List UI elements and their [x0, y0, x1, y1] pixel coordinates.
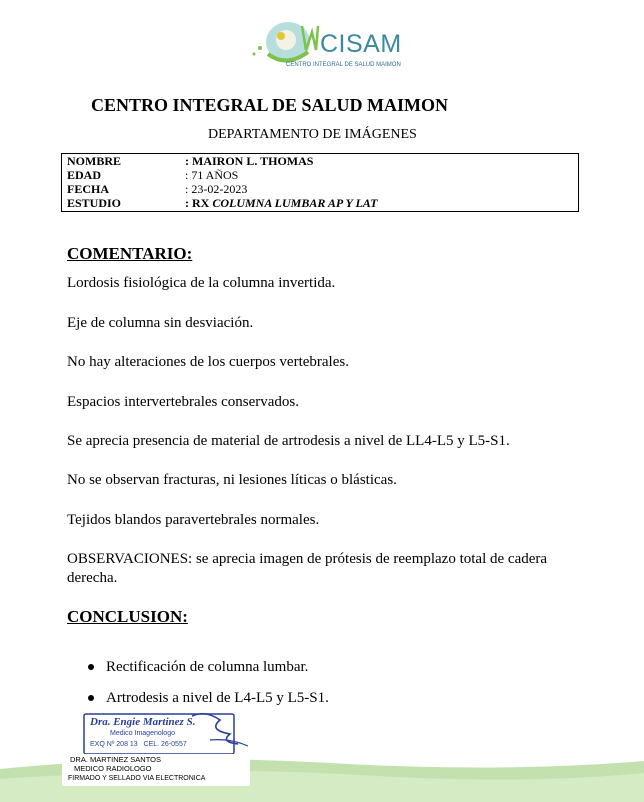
- logo-subtitle: CENTRO INTEGRAL DE SALUD MAIMON: [286, 62, 401, 68]
- comment-paragraph: No hay alteraciones de los cuerpos vertebrales.: [67, 354, 349, 370]
- study-name: COLUMNA LUMBAR AP Y LAT: [212, 196, 378, 210]
- comment-paragraph: Eje de columna sin desviación.: [67, 315, 254, 331]
- signature-name: DRA. MARTINEZ SANTOS: [70, 755, 161, 764]
- info-value: : 23-02-2023: [185, 182, 248, 196]
- conclusion-heading: CONCLUSION:: [67, 607, 188, 626]
- list-item-text: Rectificación de columna lumbar.: [106, 659, 309, 675]
- cisam-logo: [246, 10, 402, 82]
- info-value: : 71 AÑOS: [185, 168, 239, 182]
- comment-paragraph: Lordosis fisiológica de la columna invertida.: [67, 275, 336, 291]
- bullet-icon: [88, 664, 94, 670]
- list-item: [88, 690, 329, 707]
- doctor-stamp: [80, 712, 256, 758]
- department-title: DEPARTAMENTO DE IMÁGENES: [208, 127, 417, 142]
- comment-paragraph: No se observan fracturas, ni lesiones líticas o blásticas.: [67, 472, 397, 488]
- stamp-role: Medico Imagenologo: [110, 730, 175, 737]
- bullet-icon: [88, 695, 94, 701]
- org-title: CENTRO INTEGRAL DE SALUD MAIMON: [91, 95, 449, 115]
- comment-paragraph: Espacios intervertebrales conservados.: [67, 394, 299, 410]
- signature-note: FIRMADO Y SELLADO VIA ELECTRONICA: [68, 775, 206, 782]
- stamp-name: Dra. Engie Martinez S.: [90, 716, 196, 728]
- info-value: : MAIRON L. THOMAS: [185, 154, 314, 168]
- patient-info-box: [61, 153, 579, 212]
- list-item: [88, 659, 308, 676]
- info-label: ESTUDIO: [67, 196, 122, 210]
- stamp-exequatur: EXQ Nº 208 13 CEL. 26-0557: [90, 741, 187, 748]
- signature-role: MEDICO RADIOLOGO: [74, 764, 152, 773]
- list-item-text: Artrodesis a nivel de L4-L5 y L5-S1.: [106, 690, 329, 706]
- comment-heading: COMENTARIO:: [67, 244, 193, 263]
- info-label: NOMBRE: [67, 154, 121, 168]
- info-label: EDAD: [67, 168, 102, 182]
- study-prefix: : RX: [185, 196, 213, 210]
- comment-paragraph: Se aprecia presencia de material de artrodesis a nivel de LL4-L5 y L5-S1.: [67, 433, 510, 449]
- observations-paragraph: OBSERVACIONES: se aprecia imagen de prótesis de reemplazo total de cadera derecha.: [67, 551, 548, 586]
- info-label: FECHA: [67, 182, 109, 196]
- signature-block: [62, 754, 250, 786]
- comment-paragraph: Tejidos blandos paravertebrales normales.: [67, 512, 320, 528]
- logo-text: CISAM: [320, 30, 402, 58]
- info-value: [185, 196, 377, 211]
